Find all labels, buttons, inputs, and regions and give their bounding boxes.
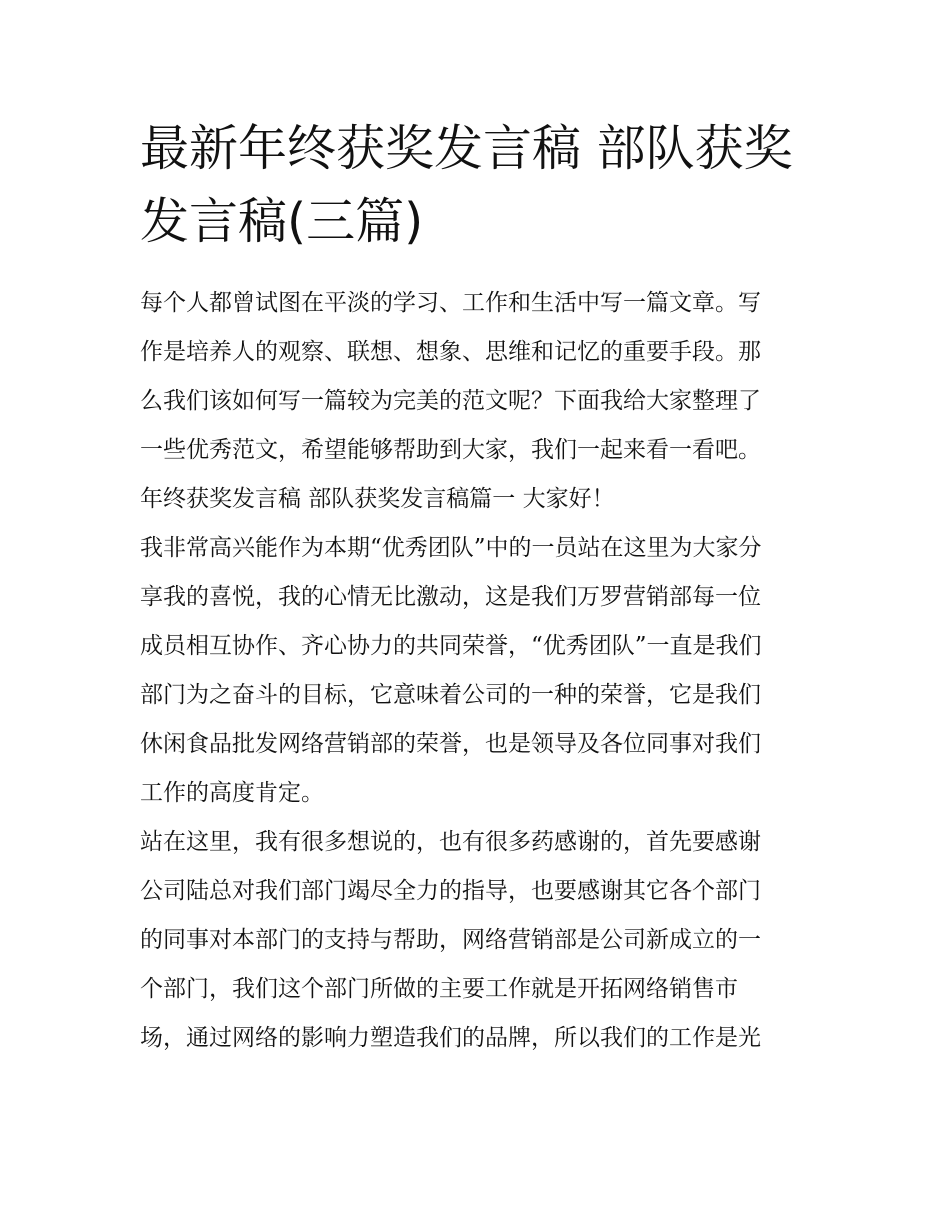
- document-title: [140, 112, 820, 258]
- title-line: 最新年终获奖发言稿 部队获奖: [140, 120, 793, 177]
- body-line: 站在这里，我有很多想说的，也有很多药感谢的，首先要感谢: [140, 829, 761, 855]
- body-line: 个部门，我们这个部门所做的主要工作就是开拓网络销售市: [140, 976, 738, 1002]
- document-body: [140, 279, 820, 1063]
- body-line: 公司陆总对我们部门竭尽全力的指导，也要感谢其它各个部门: [140, 878, 761, 904]
- body-line: 部门为之奋斗的目标，它意味着公司的一种的荣誉，它是我们: [140, 682, 761, 708]
- body-line: 成员相互协作、齐心协力的共同荣誉，“优秀团队”一直是我们: [140, 633, 762, 659]
- body-line: 享我的喜悦，我的心情无比激动，这是我们万罗营销部每一位: [140, 584, 761, 610]
- body-line: 工作的高度肯定。: [140, 780, 324, 806]
- body-line: 么我们该如何写一篇较为完美的范文呢？下面我给大家整理了: [140, 388, 761, 414]
- title-line: 发言稿(三篇): [140, 193, 424, 250]
- body-line: 年终获奖发言稿 部队获奖发言稿篇一 大家好！: [140, 486, 615, 512]
- body-line: 一些优秀范文，希望能够帮助到大家，我们一起来看一看吧。: [140, 437, 761, 463]
- body-line: 的同事对本部门的支持与帮助，网络营销部是公司新成立的一: [140, 927, 761, 953]
- body-line: 每个人都曾试图在平淡的学习、工作和生活中写一篇文章。写: [140, 290, 761, 316]
- body-line: 我非常高兴能作为本期“优秀团队”中的一员站在这里为大家分: [140, 535, 762, 561]
- body-line: 休闲食品批发网络营销部的荣誉，也是领导及各位同事对我们: [140, 731, 761, 757]
- body-line: 场，通过网络的影响力塑造我们的品牌，所以我们的工作是光: [140, 1025, 761, 1051]
- body-line: 作是培养人的观察、联想、想象、思维和记忆的重要手段。那: [140, 339, 761, 365]
